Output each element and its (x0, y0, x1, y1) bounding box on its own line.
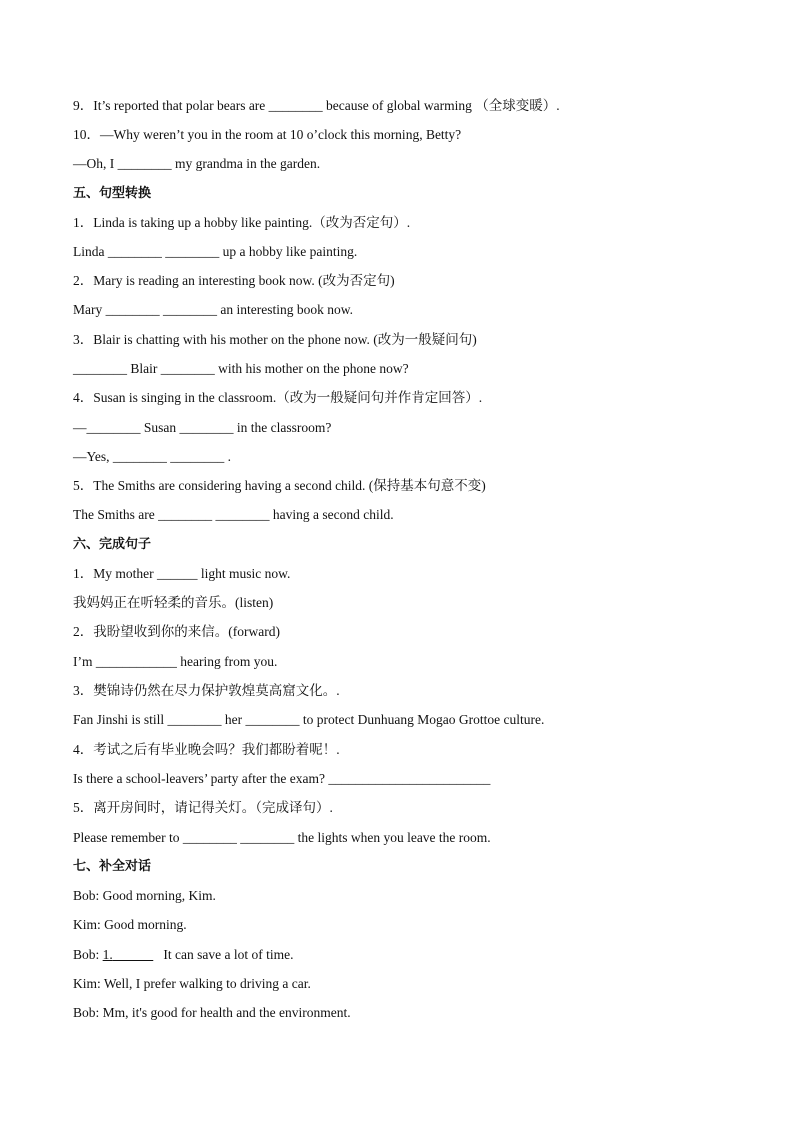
s6-q1-hint: 我妈妈正在听轻柔的音乐。(listen) (73, 595, 274, 610)
s6-q3-answer: Fan Jinshi is still ________ her ________ to protect Dunhuang Mogao Grottoe culture. (73, 712, 545, 727)
dialogue-blank-1 (103, 947, 154, 962)
dialogue-line-2: Kim: Good morning. (73, 917, 187, 932)
dialogue-line-5: Bob: Mm, it's good for health and the environment. (73, 1005, 351, 1020)
s6-q1: 1．My mother ______ light music now. (73, 566, 291, 581)
s5-q2-answer: Mary ________ ________ an interesting book now. (73, 302, 353, 317)
question-9: 9．It’s reported that polar bears are ________ because of global warming （全球变暖）. (73, 98, 560, 113)
s5-q1: 1．Linda is taking up a hobby like painting.（改为否定句）. (73, 215, 411, 230)
s5-q3: 3．Blair is chatting with his mother on the phone now. (改为一般疑问句) (73, 332, 477, 347)
s6-q2-answer: I’m ____________ hearing from you. (73, 654, 278, 669)
s6-q5: 5．离开房间时，请记得关灯。（完成译句）. (73, 800, 333, 815)
dialogue-speaker: Bob: (73, 947, 100, 962)
dialogue-line-4: Kim: Well, I prefer walking to driving a car. (73, 976, 311, 991)
s5-q4-answer: —________ Susan ________ in the classroom? (73, 420, 332, 435)
question-10-answer: —Oh, I ________ my grandma in the garden. (73, 156, 321, 171)
s5-q3-answer: ________ Blair ________ with his mother on the phone now? (73, 361, 409, 376)
s5-q4-reply: —Yes, ________ ________ . (73, 449, 232, 464)
section-7-heading: 七、补全对话 (73, 859, 152, 874)
s6-q2: 2．我盼望收到你的来信。(forward) (73, 624, 280, 639)
dialogue-line-3-rest: It can save a lot of time. (163, 947, 294, 962)
s5-q4: 4．Susan is singing in the classroom.（改为一般疑问句并作肯定回答）. (73, 390, 483, 405)
s6-q4-answer: Is there a school-leavers’ party after the exam? ________________________ (73, 771, 491, 786)
s6-q4: 4．考试之后有毕业晚会吗？我们都盼着呢！. (73, 742, 340, 757)
s5-q1-answer: Linda ________ ________ up a hobby like painting. (73, 244, 358, 259)
dialogue-line-1: Bob: Good morning, Kim. (73, 888, 216, 903)
question-10: 10．—Why weren’t you in the room at 10 o’clock this morning, Betty? (73, 127, 462, 142)
s5-q5-answer: The Smiths are ________ ________ having a second child. (73, 507, 394, 522)
dialogue-line-3 (73, 946, 773, 964)
s5-q2: 2．Mary is reading an interesting book now. (改为否定句) (73, 273, 395, 288)
blank-number: 1. (102, 947, 113, 962)
section-6-heading: 六、完成句子 (73, 537, 152, 552)
section-5-heading: 五、句型转换 (73, 186, 152, 201)
s5-q5: 5．The Smiths are considering having a second child. (保持基本句意不变) (73, 478, 486, 493)
s6-q5-answer: Please remember to ________ ________ the lights when you leave the room. (73, 830, 491, 845)
s6-q3: 3．樊锦诗仍然在尽力保护敦煌莫高窟文化。. (73, 683, 340, 698)
